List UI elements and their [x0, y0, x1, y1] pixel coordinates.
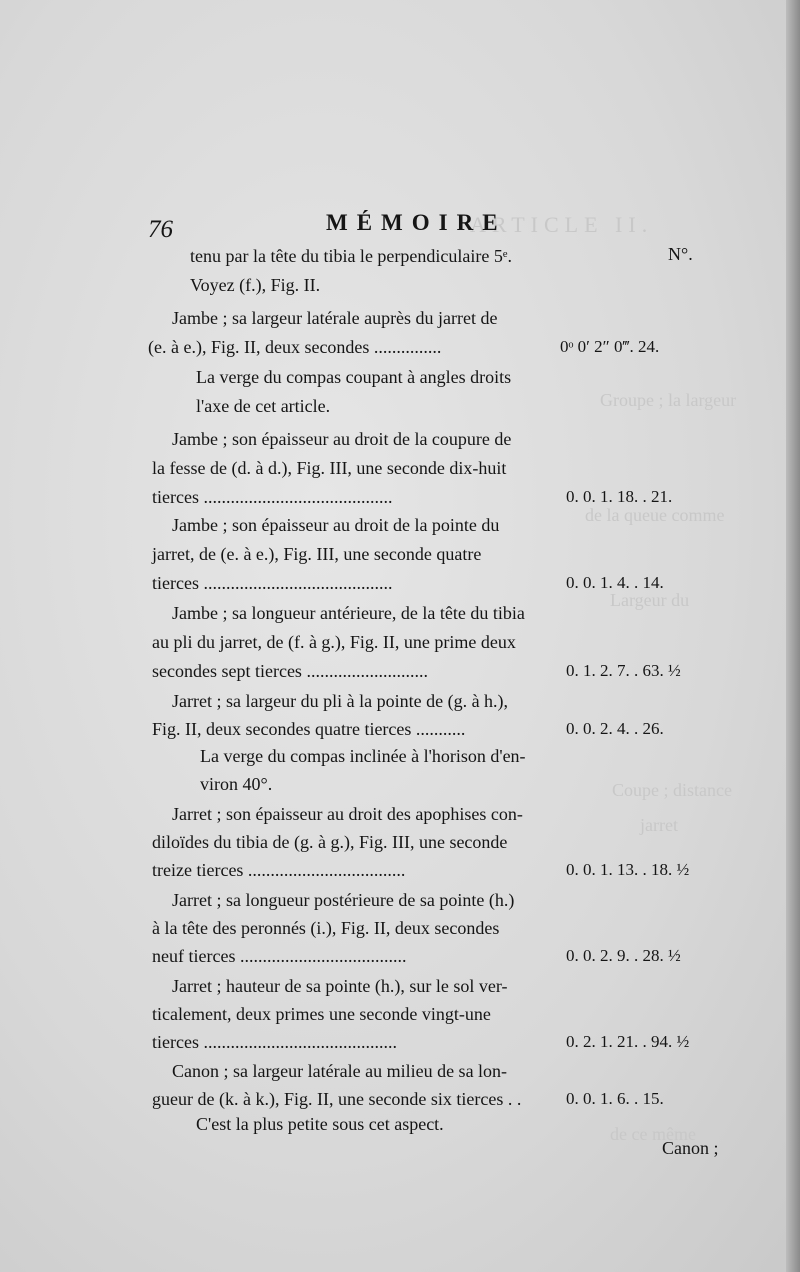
text-line: Jambe ; sa longueur antérieure, de la tête du tibia [172, 603, 525, 623]
catchword: Canon ; [662, 1138, 719, 1158]
measurement-value: 0. 0. 1. 4. . 14. [566, 573, 664, 592]
text-line: Fig. II, deux secondes quatre tierces ........... [152, 719, 466, 739]
text-line: neuf tierces ..................................... [152, 946, 407, 966]
bleed-text: de la queue comme [585, 505, 725, 525]
text-line: La verge du compas inclinée à l'horison d'en- [200, 746, 526, 766]
measurement-value: 0. 0. 1. 13. . 18. ½ [566, 860, 690, 879]
text-line: tierces ........................................... [152, 1032, 397, 1052]
text-line: La verge du compas coupant à angles droits [196, 367, 512, 387]
text-line: Jarret ; hauteur de sa pointe (h.), sur le sol ver- [172, 976, 508, 996]
measurement-value: 0ᵒ 0′ 2″ 0‴. 24. [560, 337, 660, 356]
bleed-text: jarret [640, 815, 678, 835]
measurement-value: 0. 0. 2. 9. . 28. ½ [566, 946, 681, 965]
text-line: Jambe ; son épaisseur au droit de la coupure de [172, 429, 512, 449]
measurement-value: 0. 0. 1. 6. . 15. [566, 1089, 664, 1108]
text-line: gueur de (k. à k.), Fig. II, une seconde six tierces . . [152, 1089, 522, 1109]
text-line: Jarret ; sa largeur du pli à la pointe de (g. à h.), [172, 691, 509, 711]
bleed-text: de ce même [610, 1124, 696, 1144]
measurement-value: 0. 1. 2. 7. . 63. ½ [566, 661, 681, 680]
bleed-text: Groupe ; la largeur [600, 390, 737, 410]
text-line: tierces .......................................... [152, 487, 393, 507]
text-line: jarret, de (e. à e.), Fig. III, une seconde quatre [152, 544, 482, 564]
text-line: Jarret ; son épaisseur au droit des apophises con- [172, 804, 523, 824]
text-line: tierces .......................................... [152, 573, 393, 593]
text-line: à la tête des peronnés (i.), Fig. II, deux secondes [152, 918, 500, 938]
measurement-value: 0. 0. 1. 18. . 21. [566, 487, 673, 506]
bleed-text: ARTICLE II. [470, 212, 654, 237]
text-line: treize tierces ................................... [152, 860, 406, 880]
text-line: ticalement, deux primes une seconde vingt-une [152, 1004, 491, 1024]
measurement-value: 0. 0. 2. 4. . 26. [566, 719, 664, 738]
text-line: l'axe de cet article. [196, 396, 331, 416]
text-line: Jambe ; son épaisseur au droit de la pointe du [172, 515, 500, 535]
bleed-text: Coupe ; distance [612, 780, 732, 800]
bleed-text: Largeur du [610, 590, 690, 610]
page-number: 76 [148, 216, 173, 243]
text-line: Voyez (f.), Fig. II. [190, 275, 321, 295]
column-header: N°. [668, 244, 693, 264]
text-line: Canon ; sa largeur latérale au milieu de sa lon- [172, 1061, 508, 1081]
text-line: Jambe ; sa largeur latérale auprès du jarret de [172, 308, 498, 328]
page-edge [786, 0, 800, 1272]
text-line: tenu par la tête du tibia le perpendiculaire 5ᵉ. [190, 246, 512, 266]
text-line: diloïdes du tibia de (g. à g.), Fig. III, une seconde [152, 832, 508, 852]
measurement-value: 0. 2. 1. 21. . 94. ½ [566, 1032, 690, 1051]
text-line: la fesse de (d. à d.), Fig. III, une seconde dix-huit [152, 458, 507, 478]
text-line: viron 40°. [200, 774, 273, 794]
text-line: (e. à e.), Fig. II, deux secondes ............... [148, 337, 442, 357]
running-head: MÉMOIRE [326, 210, 507, 235]
text-line: Jarret ; sa longueur postérieure de sa pointe (h.) [172, 890, 515, 910]
text-line: secondes sept tierces ........................... [152, 661, 428, 681]
text-line: au pli du jarret, de (f. à g.), Fig. II, une prime deux [152, 632, 516, 652]
text-line: C'est la plus petite sous cet aspect. [196, 1114, 444, 1134]
